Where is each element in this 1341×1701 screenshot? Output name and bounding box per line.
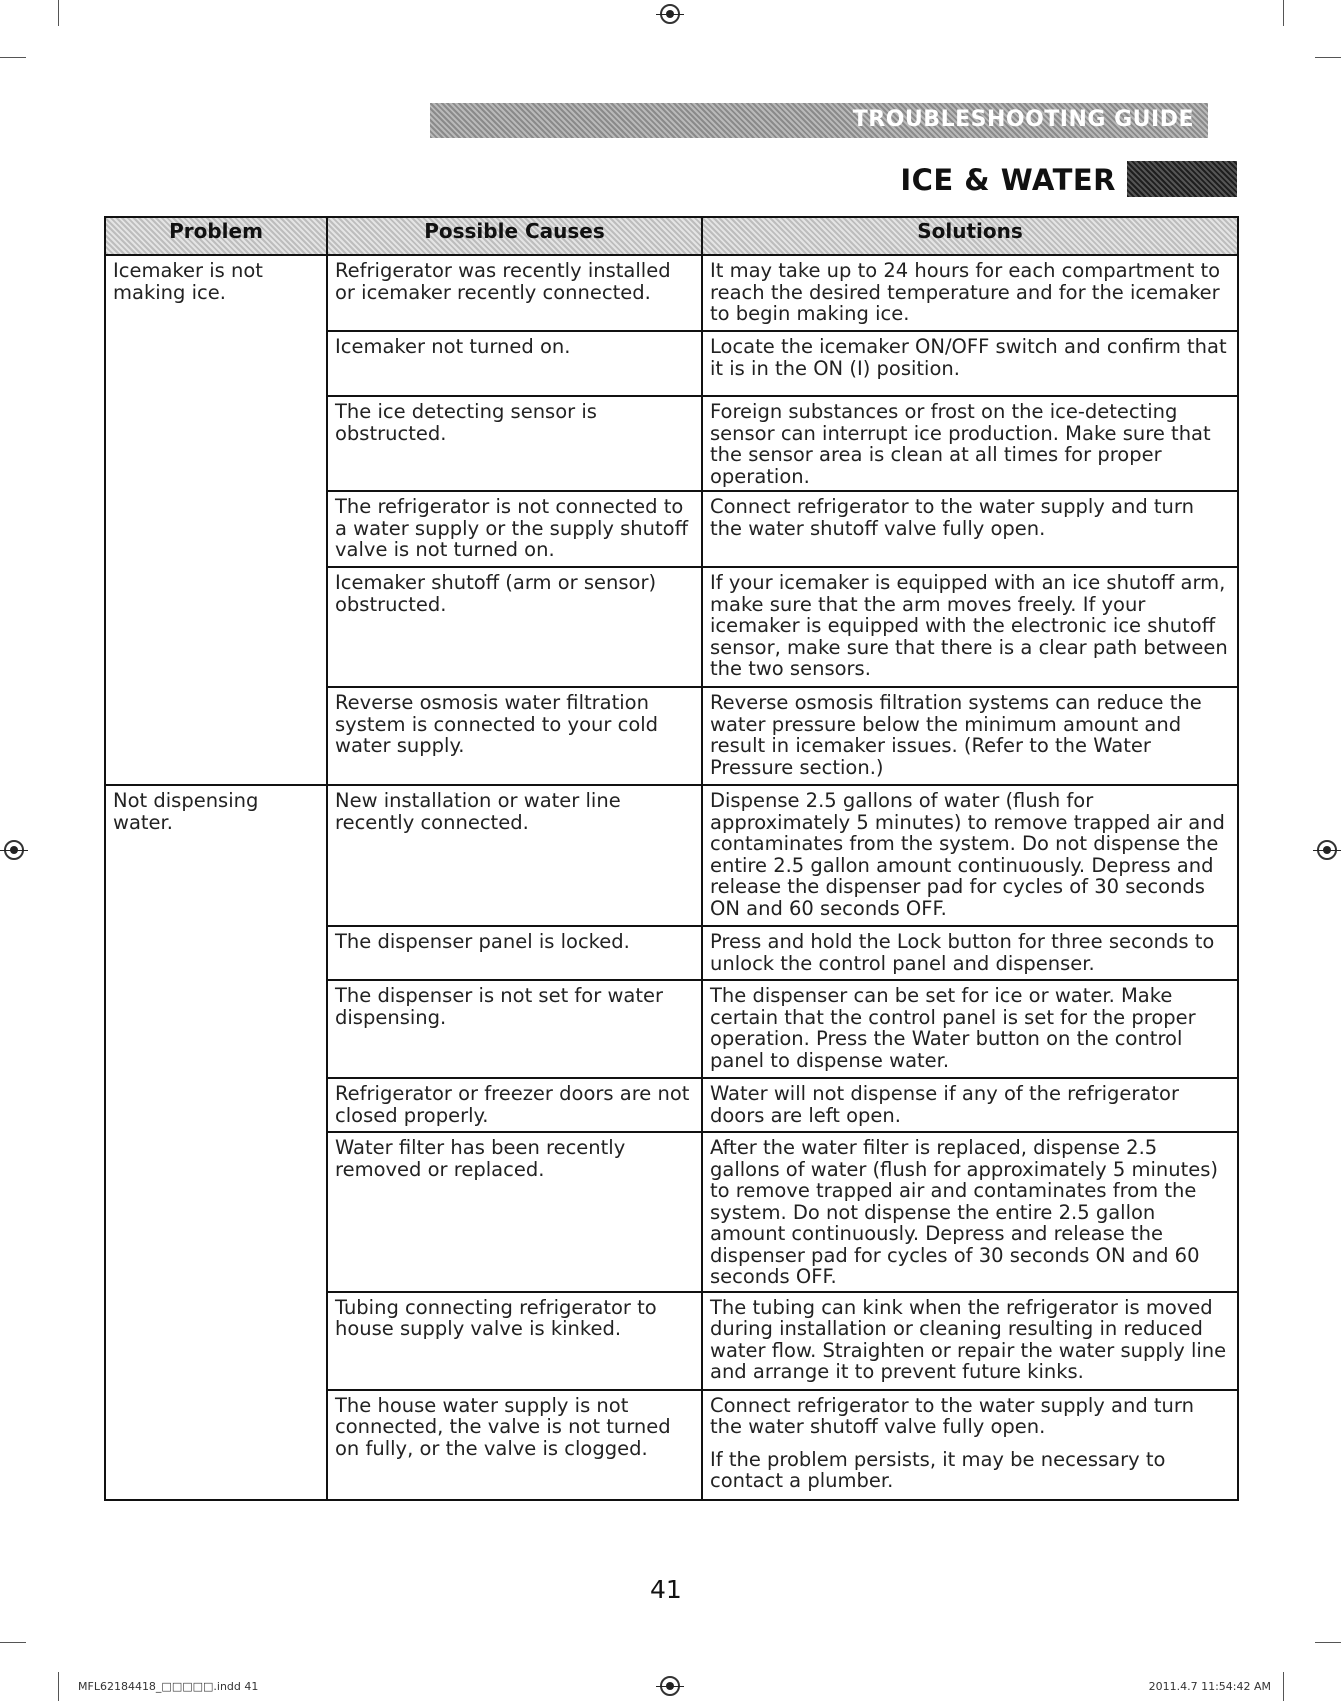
cause-cell: New installation or water line recently connected. xyxy=(327,785,702,926)
registration-mark-icon xyxy=(660,4,680,24)
crop-mark xyxy=(0,1642,26,1643)
solution-cell xyxy=(702,1390,1238,1500)
crop-mark xyxy=(58,0,59,26)
cause-cell: Tubing connecting refrigerator to house supply valve is kinked. xyxy=(327,1292,702,1390)
registration-mark-icon xyxy=(1317,840,1337,860)
section-accent-block xyxy=(1127,161,1237,197)
troubleshooting-table xyxy=(104,216,1239,1501)
solution-cell: Dispense 2.5 gallons of water (flush for approximately 5 minutes) to remove trapped air and contaminates from the system. Do not dispense the entire 2.5 gallon amount continuously. Depress and release the dispenser pad for cycles of 30 seconds ON and 60 seconds OFF. xyxy=(702,785,1238,926)
troubleshooting-banner xyxy=(430,103,1208,138)
registration-mark-icon xyxy=(660,1676,680,1696)
page-number: 41 xyxy=(650,1575,682,1604)
solution-cell: Connect refrigerator to the water supply and turn the water shutoff valve fully open. xyxy=(702,491,1238,567)
solution-cell: Reverse osmosis filtration systems can reduce the water pressure below the minimum amount and result in icemaker issues. (Refer to the Water Pressure section.) xyxy=(702,687,1238,785)
cause-cell: Water filter has been recently removed or replaced. xyxy=(327,1132,702,1292)
cause-cell: The dispenser panel is locked. xyxy=(327,926,702,980)
cause-cell: The house water supply is not connected, the valve is not turned on fully, or the valve is clogged. xyxy=(327,1390,702,1500)
crop-mark xyxy=(1315,1642,1341,1643)
crop-mark xyxy=(0,57,26,58)
solution-text: Connect refrigerator to the water supply and turn the water shutoff valve fully open. xyxy=(710,1393,1194,1438)
section-title: ICE & WATER xyxy=(900,163,1116,197)
cause-cell: The dispenser is not set for water dispensing. xyxy=(327,980,702,1078)
column-header-problem: Problem xyxy=(105,217,327,255)
footer-timestamp: 2011.4.7 11:54:42 AM xyxy=(1148,1680,1271,1693)
cause-cell: The refrigerator is not connected to a water supply or the supply shutoff valve is not turned on. xyxy=(327,491,702,567)
problem-cell: Icemaker is not making ice. xyxy=(105,255,327,785)
cause-cell: The ice detecting sensor is obstructed. xyxy=(327,396,702,491)
table-row xyxy=(105,785,1238,926)
crop-mark xyxy=(58,1672,59,1701)
table-header-row xyxy=(105,217,1238,255)
solution-cell: After the water filter is replaced, dispense 2.5 gallons of water (flush for approximately 5 minutes) to remove trapped air and contaminates from the system. Do not dispense the entire 2.5 gallon amount continuously. Depress and release the dispenser pad for cycles of 30 seconds ON and 60 seconds OFF. xyxy=(702,1132,1238,1292)
banner-title: TROUBLESHOOTING GUIDE xyxy=(852,107,1194,132)
problem-cell: Not dispensing water. xyxy=(105,785,327,1500)
solution-cell: Foreign substances or frost on the ice-detecting sensor can interrupt ice production. Make sure that the sensor area is clean at all times for proper operation. xyxy=(702,396,1238,491)
solution-cell: The dispenser can be set for ice or water. Make certain that the control panel is set for the proper operation. Press the Water button on the control panel to dispense water. xyxy=(702,980,1238,1078)
solution-cell: It may take up to 24 hours for each compartment to reach the desired temperature and for the icemaker to begin making ice. xyxy=(702,255,1238,331)
cause-cell: Refrigerator was recently installed or icemaker recently connected. xyxy=(327,255,702,331)
solution-cell: Water will not dispense if any of the refrigerator doors are left open. xyxy=(702,1078,1238,1132)
table-row xyxy=(105,255,1238,331)
solution-cell: If your icemaker is equipped with an ice shutoff arm, make sure that the arm moves freely. If your icemaker is equipped with the electronic ice shutoff sensor, make sure that there is a clear path between the two sensors. xyxy=(702,567,1238,687)
solution-text-extra: If the problem persists, it may be necessary to contact a plumber. xyxy=(710,1447,1166,1492)
cause-cell: Refrigerator or freezer doors are not closed properly. xyxy=(327,1078,702,1132)
cause-cell: Icemaker not turned on. xyxy=(327,331,702,396)
footer-file-name: MFL62184418_□□□□□.indd 41 xyxy=(78,1680,259,1693)
registration-mark-icon xyxy=(4,840,24,860)
solution-cell: Locate the icemaker ON/OFF switch and confirm that it is in the ON (I) position. xyxy=(702,331,1238,396)
solution-cell: Press and hold the Lock button for three seconds to unlock the control panel and dispenser. xyxy=(702,926,1238,980)
crop-mark xyxy=(1315,57,1341,58)
column-header-causes: Possible Causes xyxy=(327,217,702,255)
crop-mark xyxy=(1283,0,1284,26)
cause-cell: Icemaker shutoff (arm or sensor) obstructed. xyxy=(327,567,702,687)
column-header-solutions: Solutions xyxy=(702,217,1238,255)
solution-cell: The tubing can kink when the refrigerator is moved during installation or cleaning resulting in reduced water flow. Straighten or repair the water supply line and arrange it to prevent future kinks. xyxy=(702,1292,1238,1390)
cause-cell: Reverse osmosis water filtration system is connected to your cold water supply. xyxy=(327,687,702,785)
crop-mark xyxy=(1283,1672,1284,1701)
